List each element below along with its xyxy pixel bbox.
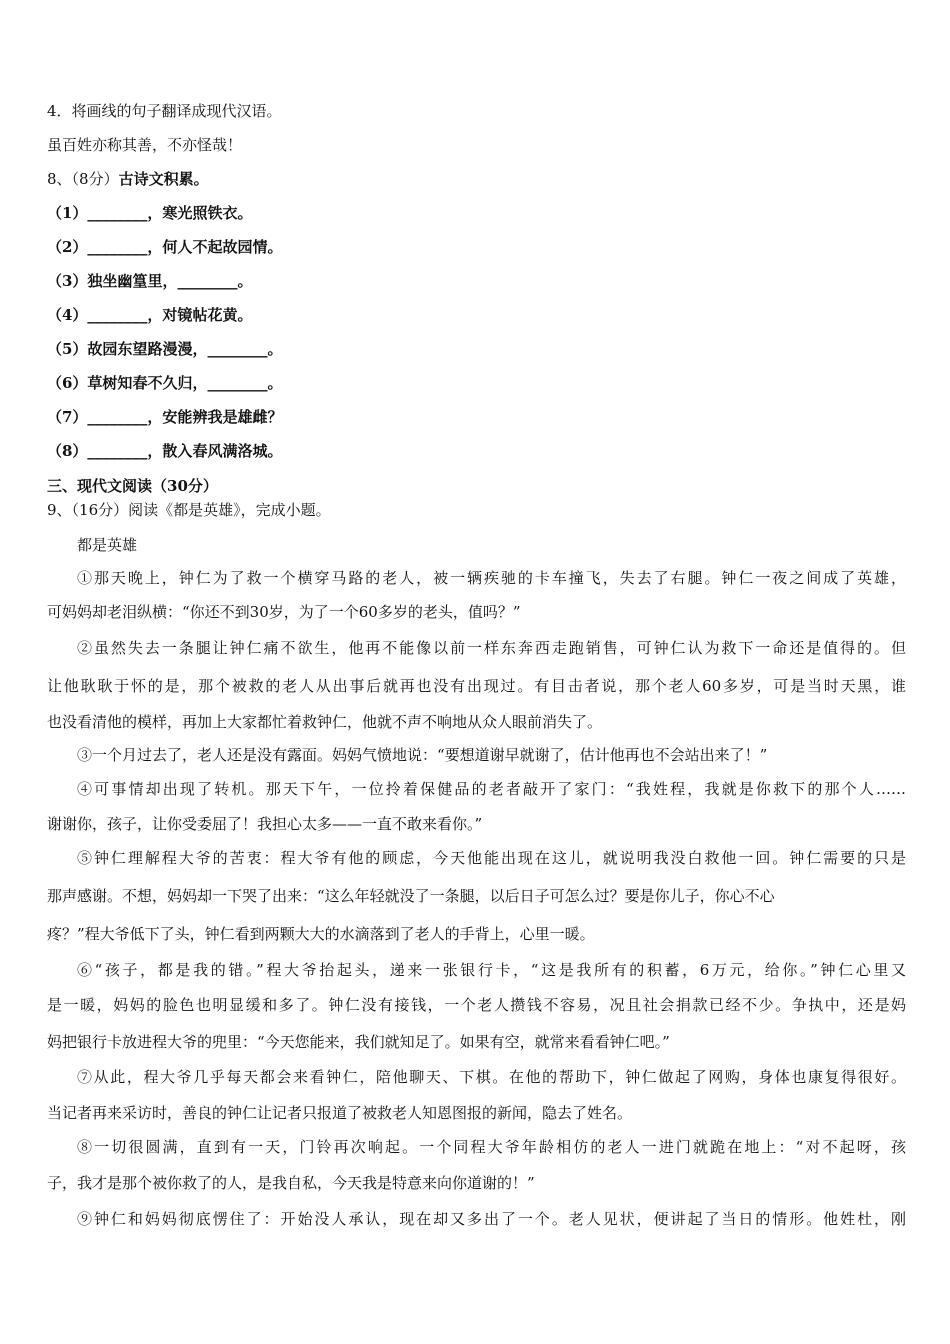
q8-item-5: （5）故园东望路漫漫，________。 xyxy=(47,340,283,358)
q4-sentence: 虽百姓亦称其善，不亦怪哉！ xyxy=(47,136,243,154)
article-line-8: 谢谢你，孩子，让你受委屈了！我担心太多——一直不敢来看你。” xyxy=(47,815,483,833)
article-line-14: 妈把银行卡放进程大爷的兜里：“今天您能来，我们就知足了。如果有空，就常来看看钟仁吧。” xyxy=(47,1033,670,1051)
article-line-5: 也没看清他的模样，再加上大家都忙着救钟仁，他就不声不响地从众人眼前消失了。 xyxy=(47,713,603,731)
q8-title: 古诗文积累。 xyxy=(118,170,209,188)
section-3-heading: 三、现代文阅读（30分） xyxy=(47,477,218,495)
article-line-9: ⑤钟仁理解程大爷的苦衷：程大爷有他的顾虑，今天他能出现在这儿，就说明我没白救他一回。钟仁需要的只是 xyxy=(77,849,906,867)
article-line-7: ④可事情却出现了转机。那天下午，一位拎着保健品的老者敲开了家门：“我姓程，我就是你救下的那个人…… xyxy=(77,780,906,798)
article-line-12: ⑥“孩子，都是我的错。”程大爷抬起头，递来一张银行卡，“这是我所有的积蓄，6万元，给你。”钟仁心里又 xyxy=(77,961,906,979)
article-line-4: 让他耿耿于怀的是，那个被救的老人从出事后就再也没有出现过。有目击者说，那个老人60多岁，可是当时天黑，谁 xyxy=(47,677,906,695)
q9-prompt: 9、（16分）阅读《都是英雄》，完成小题。 xyxy=(47,501,331,519)
q8-item-3: （3）独坐幽篁里，________。 xyxy=(47,272,253,290)
article-line-17: ⑧一切很圆满，直到有一天，门铃再次响起。一个同程大爷年龄相仿的老人一进门就跪在地上：“对不起呀，孩 xyxy=(77,1138,906,1156)
article-line-11: 疼？”程大爷低下了头，钟仁看到两颗大大的水滴落到了老人的手背上，心里一暖。 xyxy=(47,925,595,943)
article-line-10: 那声感谢。不想，妈妈却一下哭了出来：“这么年轻就没了一条腿，以后日子可怎么过？要是你儿子，你心不心 xyxy=(47,887,775,905)
article-line-3: ②虽然失去一条腿让钟仁痛不欲生，他再不能像以前一样东奔西走跑销售，可钟仁认为救下一命还是值得的。但 xyxy=(77,639,906,657)
q8-item-1: （1）________，寒光照铁衣。 xyxy=(47,204,253,222)
article-line-2: 可妈妈却老泪纵横：“你还不到30岁，为了一个60多岁的老头，值吗？” xyxy=(47,603,521,621)
q8-item-4: （4）________，对镜帖花黄。 xyxy=(47,306,253,324)
article-line-16: 当记者再来采访时，善良的钟仁让记者只报道了被救老人知恩图报的新闻，隐去了姓名。 xyxy=(47,1104,633,1122)
article-title: 都是英雄 xyxy=(77,536,138,554)
q8-item-2: （2）________，何人不起故园情。 xyxy=(47,238,283,256)
article-line-13: 是一暖，妈妈的脸色也明显缓和多了。钟仁没有接钱，一个老人攒钱不容易，况且社会捐款已经不少。争执中，还是妈 xyxy=(47,996,906,1014)
article-line-18: 子，我才是那个被你救了的人，是我自私，今天我是特意来向你道谢的！” xyxy=(47,1174,535,1192)
q8-item-7: （7）________，安能辨我是雄雌？ xyxy=(47,408,283,426)
q8-item-8: （8）________，散入春风满洛城。 xyxy=(47,442,283,460)
article-line-19: ⑨钟仁和妈妈彻底愣住了：开始没人承认，现在却又多出了一个。老人见状，便讲起了当日的情形。他姓杜，刚 xyxy=(77,1210,906,1228)
q8-header xyxy=(47,169,906,189)
article-line-6: ③一个月过去了，老人还是没有露面。妈妈气愤地说：“要想道谢早就谢了，估计他再也不会站出来了！” xyxy=(77,746,768,764)
q4-instruction: 4．将画线的句子翻译成现代汉语。 xyxy=(47,102,282,120)
q8-item-6: （6）草树知春不久归，________。 xyxy=(47,374,283,392)
article-line-1: ①那天晚上，钟仁为了救一个横穿马路的老人，被一辆疾驰的卡车撞飞，失去了右腿。钟仁一夜之间成了英雄， xyxy=(77,569,906,587)
article-line-15: ⑦从此，程大爷几乎每天都会来看钟仁，陪他聊天、下棋。在他的帮助下，钟仁做起了网购，身体也康复得很好。 xyxy=(77,1068,906,1086)
q8-number: 8、（8分） xyxy=(47,170,119,188)
